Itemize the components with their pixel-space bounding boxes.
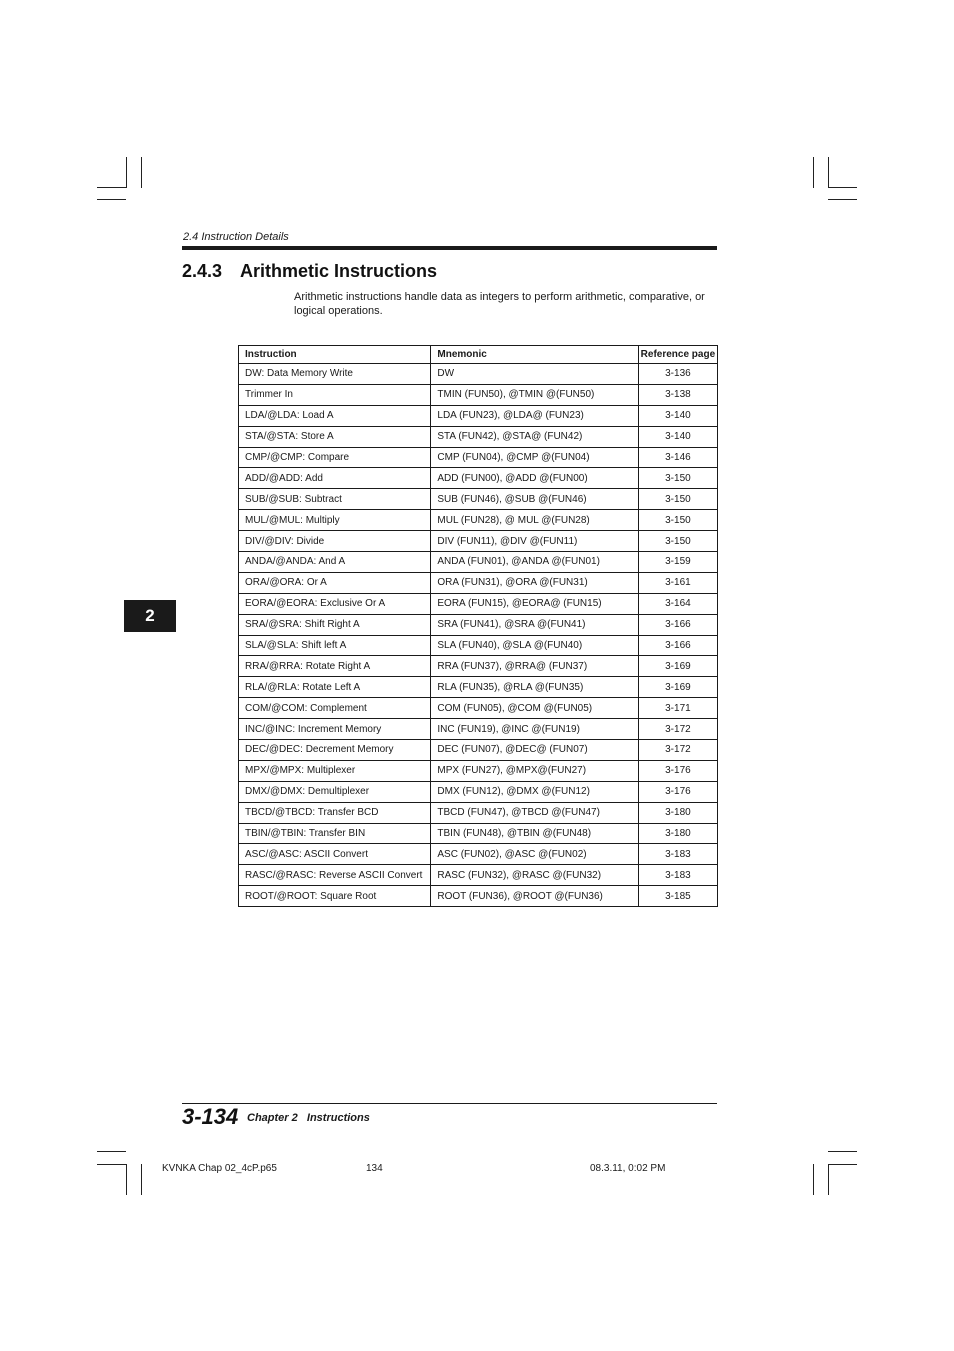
cell-mnemonic: SLA (FUN40), @SLA @(FUN40) [431,635,638,656]
footer-rule [182,1103,717,1104]
cell-instruction: ORA/@ORA: Or A [239,572,431,593]
cell-reference-page: 3-183 [638,844,717,865]
table-row [239,844,718,865]
cell-mnemonic: CMP (FUN04), @CMP @(FUN04) [431,447,638,468]
cell-mnemonic: RASC (FUN32), @RASC @(FUN32) [431,865,638,886]
cell-instruction: TBCD/@TBCD: Transfer BCD [239,802,431,823]
crop-mark [141,157,142,188]
cell-reference-page: 3-146 [638,447,717,468]
cell-reference-page: 3-140 [638,405,717,426]
cell-instruction: RRA/@RRA: Rotate Right A [239,656,431,677]
crop-mark [828,1164,829,1195]
table-row [239,572,718,593]
cell-instruction: ANDA/@ANDA: And A [239,552,431,573]
section-tag: 2.4 Instruction Details [183,231,289,243]
cell-mnemonic: TMIN (FUN50), @TMIN @(FUN50) [431,384,638,405]
cell-mnemonic: ADD (FUN00), @ADD @(FUN00) [431,468,638,489]
cell-mnemonic: RLA (FUN35), @RLA @(FUN35) [431,677,638,698]
cell-instruction: LDA/@LDA: Load A [239,405,431,426]
table-row [239,593,718,614]
cell-mnemonic: DEC (FUN07), @DEC@ (FUN07) [431,740,638,761]
cell-instruction: TBIN/@TBIN: Transfer BIN [239,823,431,844]
cell-reference-page: 3-169 [638,656,717,677]
table-row [239,698,718,719]
instruction-table [238,345,718,907]
cell-mnemonic: MUL (FUN28), @ MUL @(FUN28) [431,510,638,531]
cell-instruction: DEC/@DEC: Decrement Memory [239,740,431,761]
column-header-instruction: Instruction [239,346,431,364]
cell-mnemonic: TBCD (FUN47), @TBCD @(FUN47) [431,802,638,823]
cell-mnemonic: EORA (FUN15), @EORA@ (FUN15) [431,593,638,614]
cell-reference-page: 3-172 [638,740,717,761]
table-row [239,823,718,844]
table-row [239,677,718,698]
cell-instruction: DMX/@DMX: Demultiplexer [239,781,431,802]
cell-instruction: MUL/@MUL: Multiply [239,510,431,531]
slug-page: 134 [366,1163,383,1174]
cell-mnemonic: SRA (FUN41), @SRA @(FUN41) [431,614,638,635]
table-row [239,531,718,552]
cell-reference-page: 3-138 [638,384,717,405]
cell-instruction: EORA/@EORA: Exclusive Or A [239,593,431,614]
cell-instruction: Trimmer In [239,384,431,405]
cell-mnemonic: DW [431,364,638,385]
table-row [239,489,718,510]
table-row [239,510,718,531]
cell-reference-page: 3-180 [638,823,717,844]
table-row [239,635,718,656]
cell-reference-page: 3-180 [638,802,717,823]
cell-reference-page: 3-150 [638,489,717,510]
cell-mnemonic: DMX (FUN12), @DMX @(FUN12) [431,781,638,802]
cell-mnemonic: ASC (FUN02), @ASC @(FUN02) [431,844,638,865]
cell-reference-page: 3-150 [638,510,717,531]
crop-mark [97,1164,127,1165]
cell-mnemonic: STA (FUN42), @STA@ (FUN42) [431,426,638,447]
cell-instruction: RLA/@RLA: Rotate Left A [239,677,431,698]
cell-mnemonic: COM (FUN05), @COM @(FUN05) [431,698,638,719]
table-row [239,468,718,489]
cell-instruction: SUB/@SUB: Subtract [239,489,431,510]
cell-mnemonic: ORA (FUN31), @ORA @(FUN31) [431,572,638,593]
intro-paragraph: Arithmetic instructions handle data as integers to perform arithmetic, comparative, or logical operations. [294,291,705,317]
table-body [239,364,718,907]
crop-mark [828,199,857,200]
cell-mnemonic: INC (FUN19), @INC @(FUN19) [431,719,638,740]
cell-instruction: RASC/@RASC: Reverse ASCII Convert [239,865,431,886]
crop-mark [828,1151,857,1152]
page-title [182,261,437,282]
cell-instruction: CMP/@CMP: Compare [239,447,431,468]
cell-reference-page: 3-172 [638,719,717,740]
cell-reference-page: 3-183 [638,865,717,886]
cell-instruction: INC/@INC: Increment Memory [239,719,431,740]
cell-reference-page: 3-150 [638,468,717,489]
column-header-reference-page: Reference page [638,346,717,364]
crop-mark [97,199,126,200]
cell-reference-page: 3-164 [638,593,717,614]
cell-instruction: SRA/@SRA: Shift Right A [239,614,431,635]
cell-reference-page: 3-150 [638,531,717,552]
cell-instruction: ROOT/@ROOT: Square Root [239,886,431,907]
cell-reference-page: 3-166 [638,635,717,656]
chapter-label [247,1112,370,1124]
crop-mark [97,187,127,188]
table-row [239,865,718,886]
cell-instruction: MPX/@MPX: Multiplexer [239,760,431,781]
table-row [239,802,718,823]
cell-mnemonic: MPX (FUN27), @MPX@(FUN27) [431,760,638,781]
table-row [239,405,718,426]
cell-reference-page: 3-140 [638,426,717,447]
cell-reference-page: 3-136 [638,364,717,385]
table-row [239,364,718,385]
chapter-label-text: Chapter 2 Instructions [247,1112,370,1124]
crop-mark [828,157,829,188]
page-number: 3-134 [182,1104,239,1129]
crop-mark [828,187,857,188]
table-row [239,760,718,781]
crop-mark [828,1164,857,1165]
crop-mark [126,1164,127,1195]
cell-instruction: STA/@STA: Store A [239,426,431,447]
cell-instruction: DW: Data Memory Write [239,364,431,385]
cell-mnemonic: RRA (FUN37), @RRA@ (FUN37) [431,656,638,677]
crop-mark [141,1164,142,1195]
cell-instruction: SLA/@SLA: Shift left A [239,635,431,656]
cell-reference-page: 3-169 [638,677,717,698]
cell-reference-page: 3-171 [638,698,717,719]
cell-mnemonic: SUB (FUN46), @SUB @(FUN46) [431,489,638,510]
table-row [239,886,718,907]
table-row [239,719,718,740]
header-rule [182,246,717,250]
crop-mark [813,157,814,188]
cell-reference-page: 3-176 [638,760,717,781]
crop-mark [97,1151,126,1152]
table-row [239,447,718,468]
cell-instruction: DIV/@DIV: Divide [239,531,431,552]
table-row [239,740,718,761]
cell-mnemonic: ANDA (FUN01), @ANDA @(FUN01) [431,552,638,573]
table-row [239,614,718,635]
column-header-mnemonic: Mnemonic [431,346,638,364]
cell-mnemonic: ROOT (FUN36), @ROOT @(FUN36) [431,886,638,907]
table-row [239,426,718,447]
section-number: 2.4.3 [182,261,223,281]
cell-instruction: COM/@COM: Complement [239,698,431,719]
cell-instruction: ASC/@ASC: ASCII Convert [239,844,431,865]
cell-mnemonic: DIV (FUN11), @DIV @(FUN11) [431,531,638,552]
cell-reference-page: 3-166 [638,614,717,635]
table-row [239,656,718,677]
cell-mnemonic: LDA (FUN23), @LDA@ (FUN23) [431,405,638,426]
slug-datetime: 08.3.11, 0:02 PM [590,1163,666,1174]
crop-mark [126,157,127,188]
chapter-tab: 2 [124,600,176,632]
table-row [239,781,718,802]
table-header-row [239,346,718,364]
cell-reference-page: 3-185 [638,886,717,907]
section-title: Arithmetic Instructions [240,261,438,281]
crop-mark [813,1164,814,1195]
cell-instruction: ADD/@ADD: Add [239,468,431,489]
cell-reference-page: 3-159 [638,552,717,573]
cell-reference-page: 3-176 [638,781,717,802]
cell-mnemonic: TBIN (FUN48), @TBIN @(FUN48) [431,823,638,844]
slug-file: KVNKA Chap 02_4cP.p65 [162,1163,277,1174]
cell-reference-page: 3-161 [638,572,717,593]
table-row [239,384,718,405]
table-row [239,552,718,573]
